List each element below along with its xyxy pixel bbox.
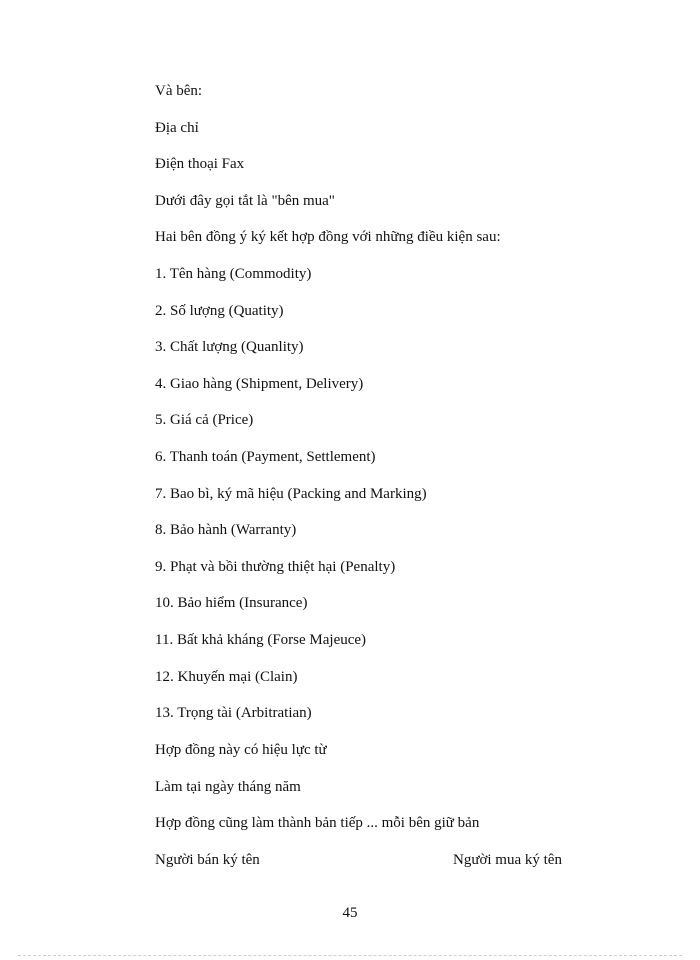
list-item: 5. Giá cả (Price) <box>155 412 254 428</box>
list-item: 2. Số lượng (Quatity) <box>155 303 284 319</box>
text-line: Hai bên đồng ý ký kết hợp đồng với những điều kiện sau: <box>155 229 501 245</box>
list-item: 7. Bao bì, ký mã hiệu (Packing and Marking) <box>155 486 427 502</box>
seller-signature-label: Người bán ký tên <box>155 852 260 868</box>
text-line: Hợp đồng này có hiệu lực từ <box>155 742 327 758</box>
text-line: Địa chỉ <box>155 120 199 136</box>
page-number: 45 <box>342 905 358 921</box>
list-item: 3. Chất lượng (Quanlity) <box>155 339 304 355</box>
text-line: Và bên: <box>155 83 203 99</box>
text-line: Điện thoại Fax <box>155 156 245 172</box>
text-line: Hợp đồng cũng làm thành bản tiếp ... mỗi bên giữ bản <box>155 815 480 831</box>
text-line: Dưới đây gọi tắt là "bên mua" <box>155 193 335 209</box>
list-item: 11. Bất khả kháng (Forse Majeuce) <box>155 632 367 648</box>
list-item: 10. Bảo hiểm (Insurance) <box>155 595 308 611</box>
list-item: 9. Phạt và bồi thường thiệt hại (Penalty) <box>155 559 396 575</box>
list-item: 6. Thanh toán (Payment, Settlement) <box>155 449 376 465</box>
page-bottom-divider <box>18 955 682 956</box>
list-item: 8. Bảo hành (Warranty) <box>155 522 297 538</box>
buyer-signature-label: Người mua ký tên <box>453 852 562 868</box>
text-line: Làm tại ngày tháng năm <box>155 779 301 795</box>
list-item: 12. Khuyến mại (Clain) <box>155 669 298 685</box>
list-item: 1. Tên hàng (Commodity) <box>155 266 312 282</box>
list-item: 4. Giao hàng (Shipment, Delivery) <box>155 376 364 392</box>
list-item: 13. Trọng tài (Arbitratian) <box>155 705 312 721</box>
